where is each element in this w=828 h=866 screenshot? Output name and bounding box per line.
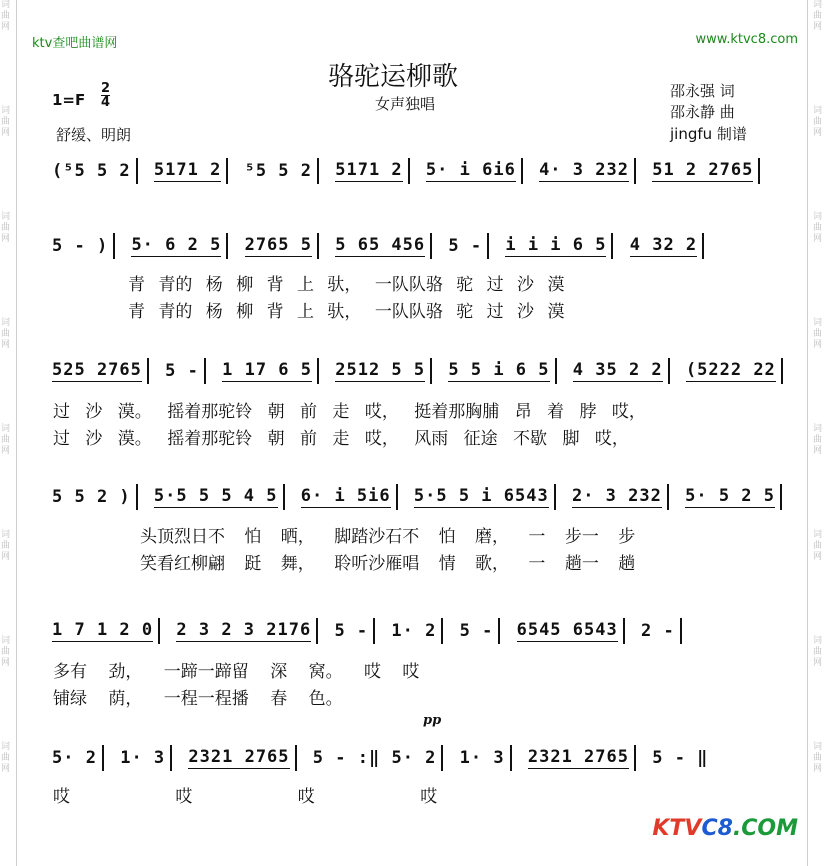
measure: 5· 2 xyxy=(391,748,437,768)
lyrics-line: 多有 劲， 一蹄一蹄留 深 窝。 哎 哎 xyxy=(53,662,420,682)
measure: 2512 5 5 xyxy=(335,360,426,380)
lyricist: 邵永强 词 xyxy=(670,82,735,100)
measure: 2 3 2 3 2176 xyxy=(176,620,312,640)
measure: 2321 2765 xyxy=(527,747,629,767)
measure: 5·5 5 5 4 5 xyxy=(153,486,278,506)
measure: 5171 2 xyxy=(335,160,403,180)
measure: 4 32 2 xyxy=(629,235,698,255)
composer: 邵永静 曲 xyxy=(670,103,735,121)
lyrics-line: 青 青的 杨 柳 背 上 驮， 一队队骆 驼 过 沙 漠 xyxy=(128,302,565,322)
measure: 5· 6 2 5 xyxy=(131,235,222,255)
measure: 1· 3 xyxy=(459,748,505,768)
site-name[interactable]: ktv查吧曲谱网 xyxy=(32,36,118,51)
measure: 525 2765 xyxy=(52,360,142,380)
measure: 5 5 i 6 5 xyxy=(448,360,550,380)
measure: 1· 3 xyxy=(120,748,166,768)
measure: 1 7 1 2 0 xyxy=(52,620,154,640)
side-watermark-left: 词曲网 词曲网 词曲网 词曲网 词曲网 词曲网 词曲网 词曲网 xyxy=(1,0,11,774)
lyrics-line: 过 沙 漠。 摇着那驼铃 朝 前 走 哎， 风雨 征途 不歇 脚 哎， xyxy=(53,429,629,449)
side-watermark-right: 词曲网 词曲网 词曲网 词曲网 词曲网 词曲网 词曲网 词曲网 xyxy=(813,0,823,774)
system-2 xyxy=(52,233,776,259)
measure: 5·5 5 i 6543 xyxy=(413,486,549,506)
measure: 5 - :‖ xyxy=(312,748,381,768)
measure: (⁵5 5 2 xyxy=(52,161,131,181)
system-5 xyxy=(52,618,776,644)
key-signature: 1=F xyxy=(52,91,86,109)
system-3 xyxy=(52,358,776,384)
measure: ⁵5 5 2 xyxy=(244,161,312,181)
measure: 5 65 456 xyxy=(335,235,426,255)
measure: (5222 22 xyxy=(685,360,776,380)
lyrics-line: 青 青的 杨 柳 背 上 驮， 一队队骆 驼 过 沙 漠 xyxy=(128,275,565,295)
system-6 xyxy=(52,745,776,771)
transcriber: jingfu 制谱 xyxy=(670,125,747,143)
measure: 5 - xyxy=(165,361,199,381)
time-sig-bottom: 4 xyxy=(101,95,111,110)
system-1 xyxy=(52,158,776,184)
ktvc8-logo[interactable]: KTVC8.COM xyxy=(652,816,798,841)
lyrics-line: 过 沙 漠。 摇着那驼铃 朝 前 走 哎， 挺着那胸脯 昂 着 脖 哎， xyxy=(53,402,646,422)
measure: 5 - ) xyxy=(52,236,109,256)
measure: 2765 5 xyxy=(244,235,312,255)
tempo-marking: 舒缓、明朗 xyxy=(56,126,132,144)
measure: 2 - xyxy=(640,621,675,641)
measure: 5 - xyxy=(448,236,483,256)
measure: 1· 2 xyxy=(391,621,437,641)
song-subtitle: 女声独唱 xyxy=(375,95,436,113)
measure: 2· 3 232 xyxy=(571,486,662,506)
dynamic-mark: pp xyxy=(423,713,442,728)
site-url[interactable]: www.ktvc8.com xyxy=(695,32,798,47)
lyrics-line: 笑看红柳翩 跹 舞， 聆听沙雁唱 情 歌， 一 趟一 趟 xyxy=(140,554,636,574)
time-signature xyxy=(101,82,110,109)
song-title: 骆驼运柳歌 xyxy=(328,62,459,92)
measure: 5· 5 2 5 xyxy=(685,486,775,506)
measure: 51 2 2765 xyxy=(652,160,754,180)
lyrics-line: 头顶烈日不 怕 晒， 脚踏沙石不 怕 磨， 一 步一 步 xyxy=(140,527,636,547)
measure: 5· 2 xyxy=(52,748,97,768)
measure: 1 17 6 5 xyxy=(222,360,312,380)
measure: 5· i 6i6 xyxy=(425,160,516,180)
measure: 5 5 2 ) xyxy=(52,487,131,507)
measure: 5 - xyxy=(334,621,369,641)
measure: 4· 3 232 xyxy=(539,160,629,180)
system-4 xyxy=(52,484,776,510)
measure: i i i 6 5 xyxy=(505,235,607,255)
measure: 6· i 5i6 xyxy=(300,486,391,506)
time-sig-top: 2 xyxy=(101,81,111,96)
measure: 2321 2765 xyxy=(188,747,290,767)
measure: 6545 6543 xyxy=(516,620,618,640)
measure: 5 - ‖ xyxy=(652,748,709,768)
lyrics-line: 铺绿 荫， 一程一程播 春 色。 xyxy=(53,689,343,709)
measure: 5 - xyxy=(459,621,494,641)
measure: 5171 2 xyxy=(153,160,222,180)
lyrics-line: 哎 哎 哎 哎 xyxy=(53,787,438,807)
measure: 4 35 2 2 xyxy=(572,360,663,380)
